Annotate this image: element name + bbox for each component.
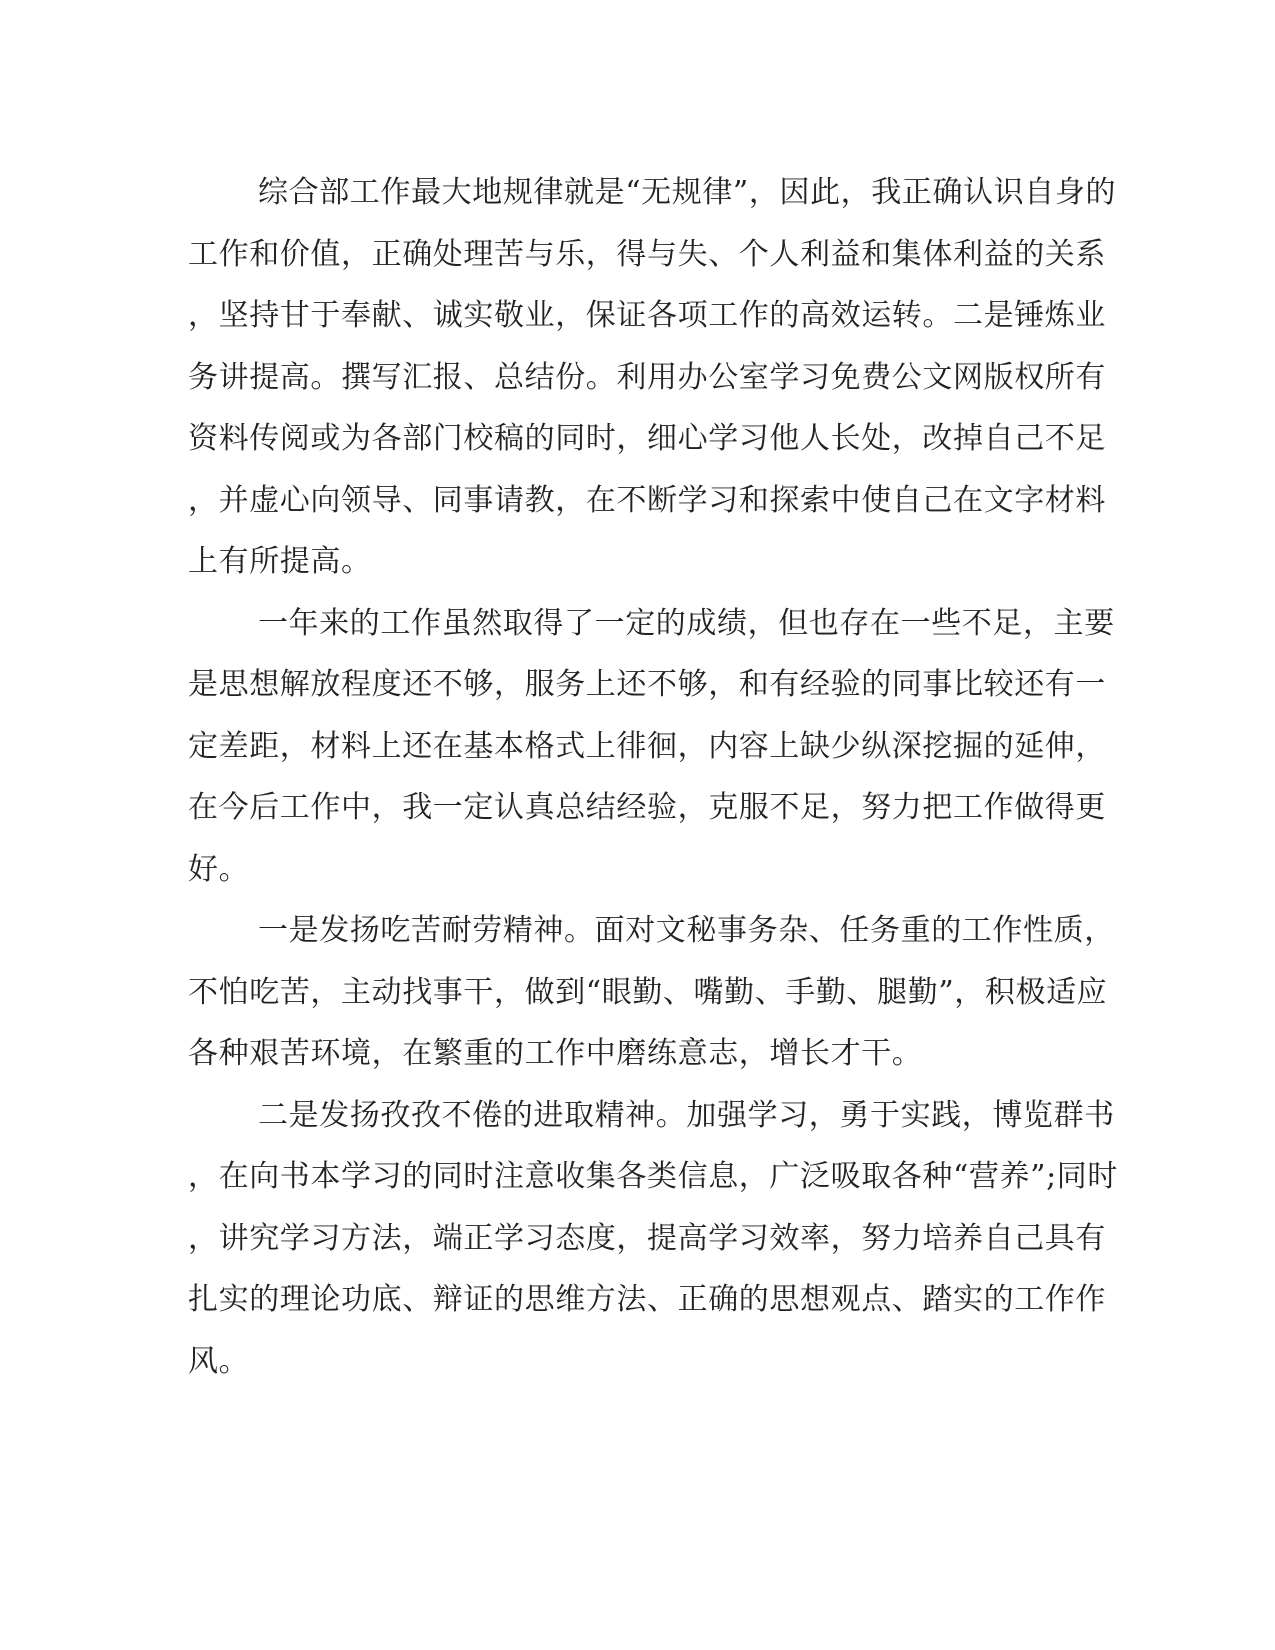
- text-line: 风。: [188, 1343, 250, 1379]
- text-line: 务讲提高。撰写汇报、总结份。利用办公室学习免费公文网版权所有: [188, 359, 1106, 395]
- text-line: 一年来的工作虽然取得了一定的成绩，但也存在一些不足，主要: [258, 605, 1115, 641]
- text-line: 不怕吃苦，主动找事干，做到“眼勤、嘴勤、手勤、腿勤”，积极适应: [188, 974, 1108, 1010]
- text-line: 二是发扬孜孜不倦的进取精神。加强学习，勇于实践，博览群书: [258, 1097, 1115, 1133]
- text-line: 上有所提高。: [188, 544, 372, 579]
- text-line: 综合部工作最大地规律就是“无规律”，因此，我正确认识自身的: [258, 175, 1117, 210]
- text-line: 定差距，材料上还在基本格式上徘徊，内容上缺少纵深挖掘的延伸，: [188, 728, 1106, 764]
- text-line: 扎实的理论功底、辩证的思维方法、正确的思想观点、踏实的工作作: [188, 1282, 1106, 1317]
- text-line: ，坚持甘于奉献、诚实敬业，保证各项工作的高效运转。二是锤炼业: [188, 298, 1106, 333]
- text-line: ，并虚心向领导、同事请教，在不断学习和探索中使自己在文字材料: [188, 482, 1106, 518]
- text-line: 一是发扬吃苦耐劳精神。面对文秘事务杂、任务重的工作性质，: [258, 913, 1115, 948]
- text-line: 工作和价值，正确处理苦与乐，得与失、个人利益和集体利益的关系: [188, 236, 1106, 272]
- document-body: [188, 162, 1118, 1392]
- text-line: 资料传阅或为各部门校稿的同时，细心学习他人长处，改掉自己不足: [188, 421, 1106, 456]
- text-line: ，讲究学习方法，端正学习态度，提高学习效率，努力培养自己具有: [188, 1220, 1106, 1256]
- text-line: 是思想解放程度还不够，服务上还不够，和有经验的同事比较还有一: [188, 667, 1106, 702]
- text-line: ，在向书本学习的同时注意收集各类信息，广泛吸取各种“营养”;同时: [188, 1159, 1118, 1194]
- text-line: 好。: [188, 851, 250, 887]
- text-line: 各种艰苦环境，在繁重的工作中磨练意志，增长才干。: [188, 1036, 923, 1071]
- text-line: 在今后工作中，我一定认真总结经验，克服不足，努力把工作做得更: [188, 790, 1106, 825]
